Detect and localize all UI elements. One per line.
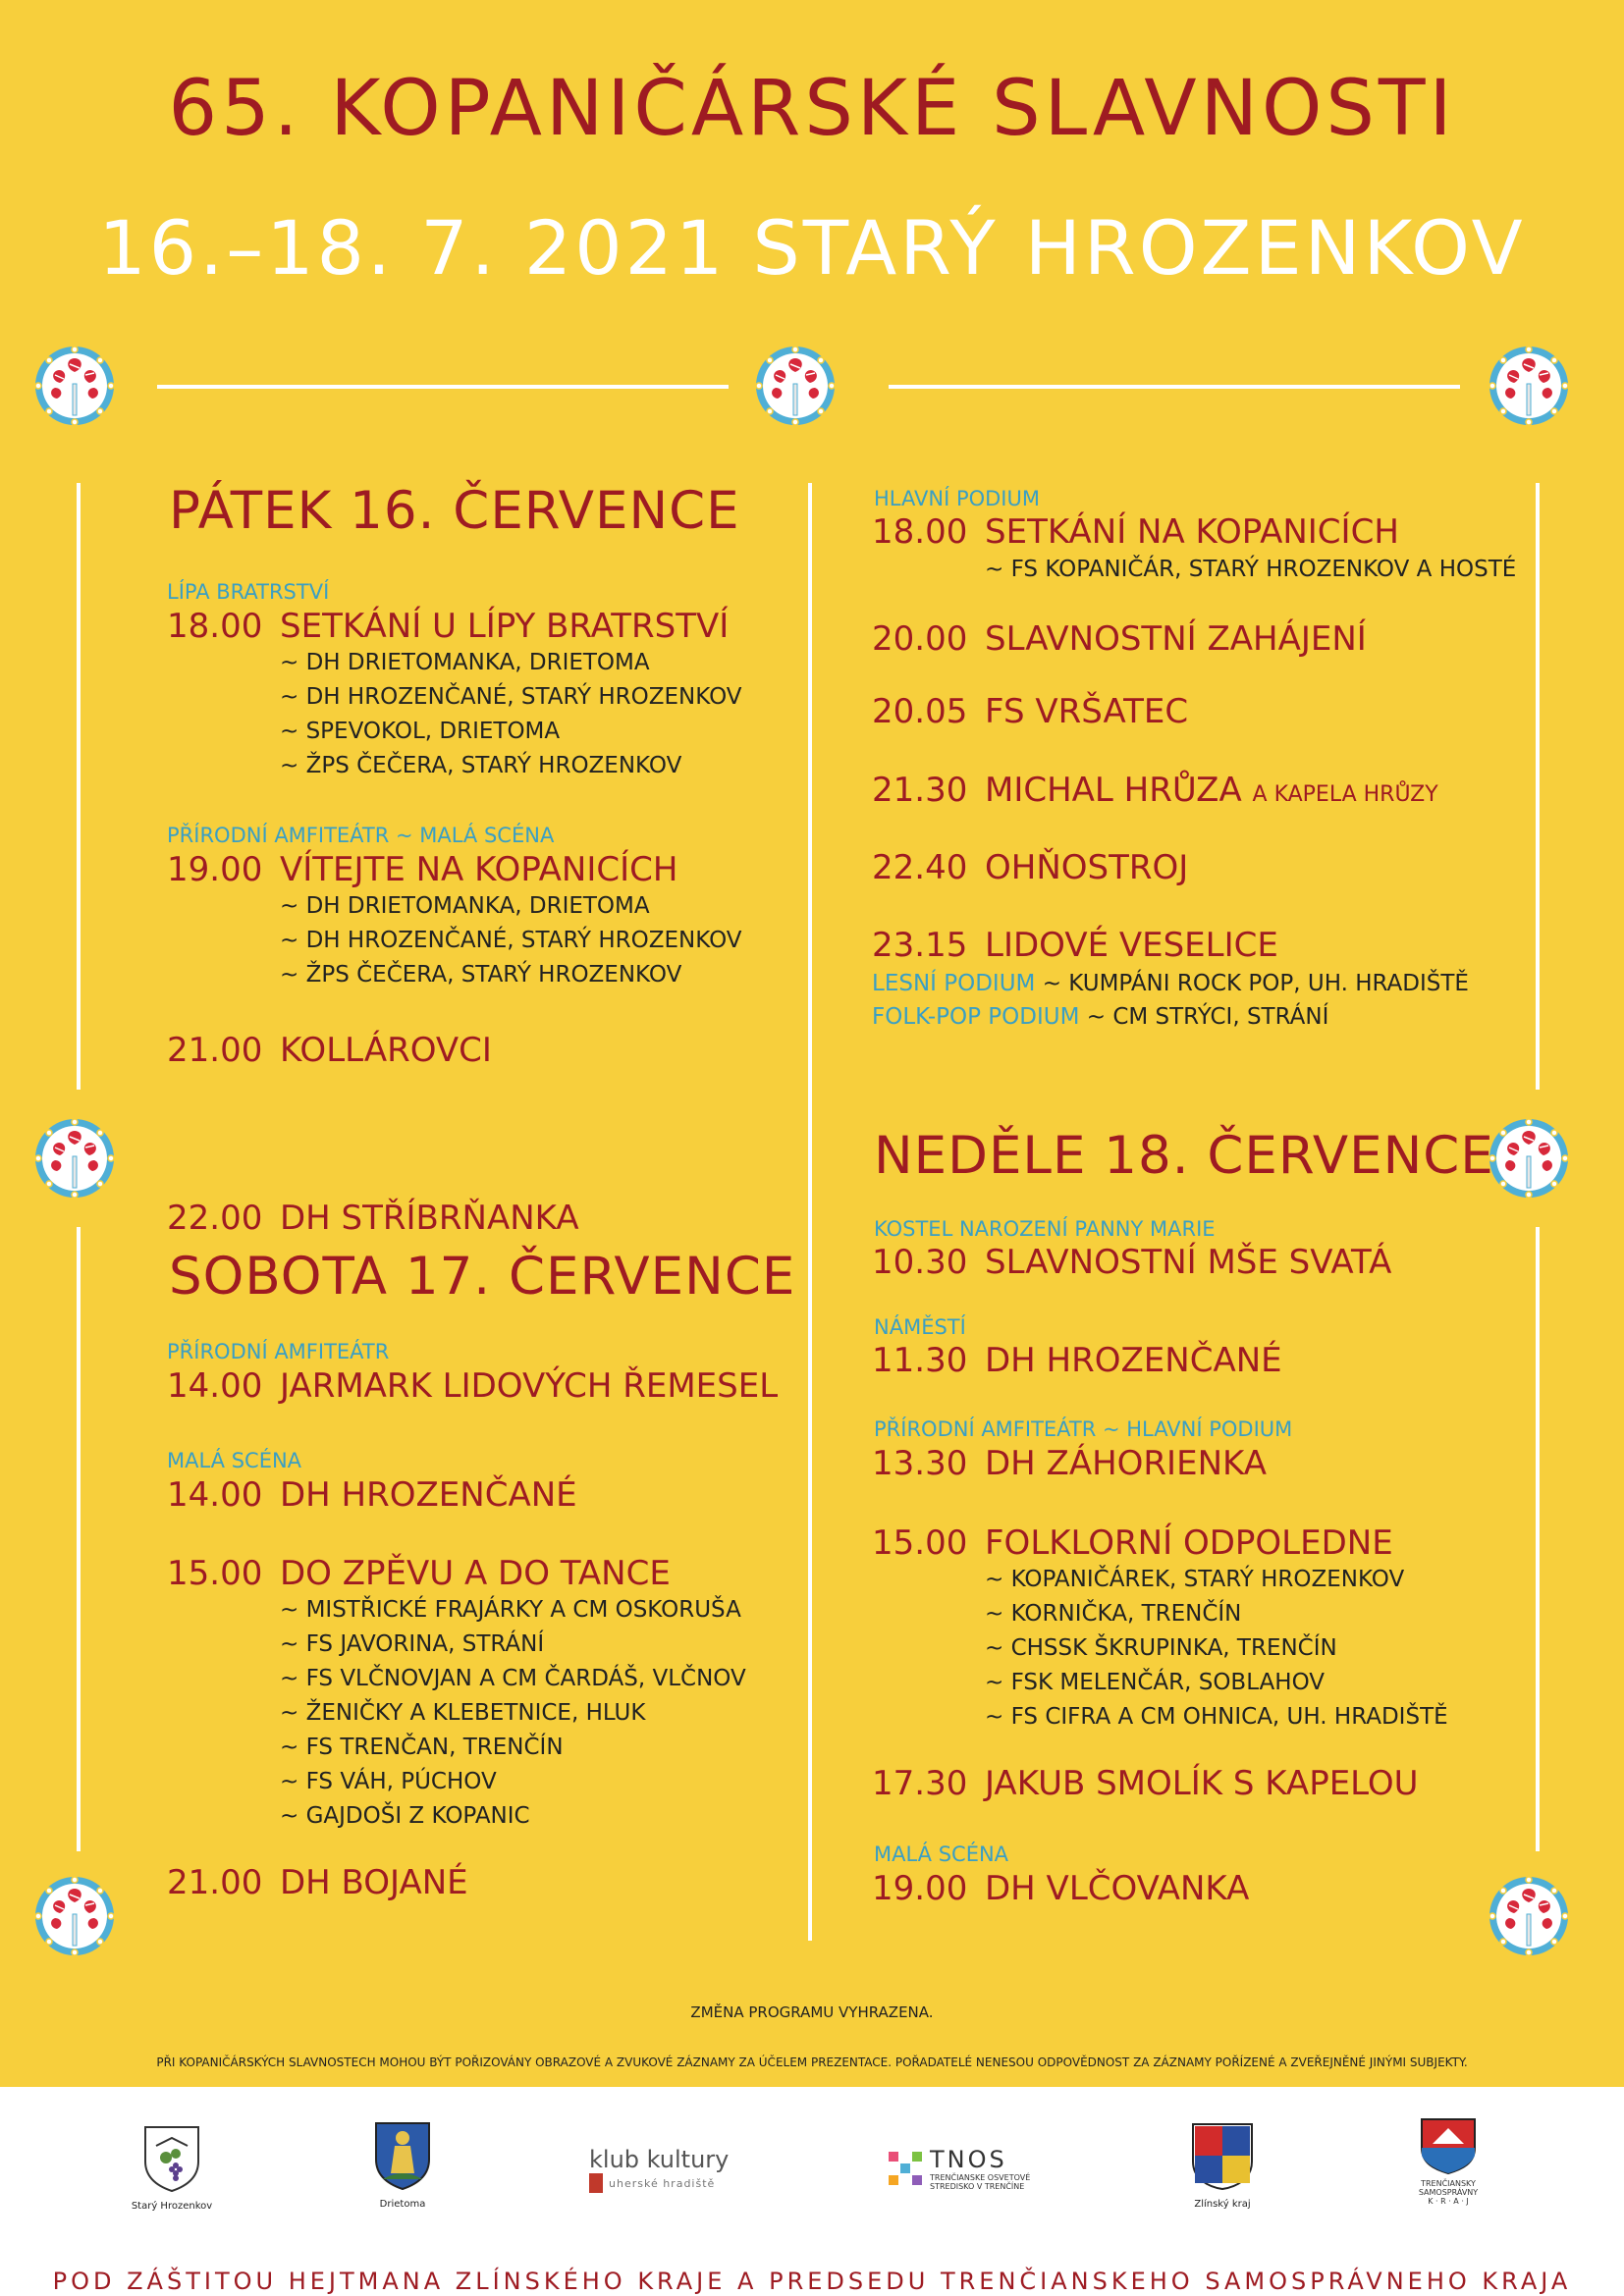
logo-drietoma: Drietoma — [363, 2120, 442, 2210]
program-item: 21.00 KOLLÁROVCI — [167, 1031, 492, 1070]
tnos-mark-icon — [889, 2152, 922, 2185]
venue-label: PŘÍRODNÍ AMFITEÁTR ~ HLAVNÍ PODIUM — [874, 1417, 1293, 1441]
divider-line-right — [889, 385, 1460, 389]
partners-footer — [0, 2087, 1624, 2296]
venue-label: MALÁ SCÉNA — [167, 1449, 302, 1472]
side-stage-info: LESNÍ PODIUM ~ KUMPÁNI ROCK POP, UH. HRADIŠTĚ — [872, 971, 1469, 996]
program-change-note: ZMĚNA PROGRAMU VYHRAZENA. — [690, 2003, 934, 2021]
performers-list: ~ FS KOPANIČÁR, STARÝ HROZENKOV A HOSTÉ — [985, 557, 1517, 582]
performers-list: ~ MISTŘICKÉ FRAJÁRKY A CM OSKORUŠA ~ FS JAVORINA, STRÁNÍ ~ FS VLČNOVJAN A CM ČARDÁŠ, VLČNOV ~ ŽENIČKY A KLEBETNICE, HLUK ~ FS TRENČAN, TRENČÍN ~ FS VÁH, PÚCHOV ~ GAJDOŠI Z KOPANIC — [280, 1597, 746, 1829]
program-item: 14.00 DH HROZENČANÉ — [167, 1475, 577, 1515]
logo-tnos: TNOS TRENČIANSKE OSVETOVÉ STREDISKO V TRENČÍNE — [889, 2146, 1046, 2191]
program-item: 17.30 JAKUB SMOLÍK S KAPELOU — [872, 1764, 1419, 1803]
venue-label: LÍPA BRATRSTVÍ — [167, 580, 330, 604]
logo-zlinsky-kraj: Zlínský kraj — [1173, 2122, 1272, 2210]
festival-title: 65. KOPANIČÁRSKÉ SLAVNOSTI — [168, 65, 1456, 153]
program-item: 15.00 FOLKLORNÍ ODPOLEDNE — [872, 1523, 1393, 1563]
performers-list: ~ DH DRIETOMANKA, DRIETOMA ~ DH HROZENČANÉ, STARÝ HROZENKOV ~ SPEVOKOL, DRIETOMA ~ ŽPS ČEČERA, STARÝ HROZENKOV — [280, 650, 742, 778]
venue-label: KOSTEL NAROZENÍ PANNY MARIE — [874, 1217, 1216, 1241]
performers-list: ~ DH DRIETOMANKA, DRIETOMA ~ DH HROZENČANÉ, STARÝ HROZENKOV ~ ŽPS ČEČERA, STARÝ HROZENKOV — [280, 893, 742, 988]
program-item: 20.05 FS VRŠATEC — [872, 692, 1189, 731]
program-item: 11.30 DH HROZENČANÉ — [872, 1341, 1282, 1380]
performers-list: ~ KOPANIČÁREK, STARÝ HROZENKOV ~ KORNIČKA, TRENČÍN ~ CHSSK ŠKRUPINKA, TRENČÍN ~ FSK MELENČÁR, SOBLAHOV ~ FS CIFRA A CM OHNICA, UH. HRADIŠTĚ — [985, 1567, 1448, 1730]
coat-of-arms-icon — [1191, 2122, 1254, 2191]
venue-label: PŘÍRODNÍ AMFITEÁTR ~ MALÁ SCÉNA — [167, 824, 555, 847]
frame-line-left-bottom — [77, 1227, 81, 1851]
program-item: 10.30 SLAVNOSTNÍ MŠE SVATÁ — [872, 1243, 1392, 1282]
coat-of-arms-icon — [1419, 2116, 1478, 2175]
frame-line-right-top — [1536, 483, 1540, 1090]
program-item: 20.00 SLAVNOSTNÍ ZAHÁJENÍ — [872, 619, 1367, 659]
folk-ornament-icon — [33, 1117, 116, 1200]
side-stage-info: FOLK-POP PODIUM ~ CM STRÝCI, STRÁNÍ — [872, 1004, 1329, 1030]
venue-label: PŘÍRODNÍ AMFITEÁTR — [167, 1340, 390, 1363]
folk-ornament-icon — [1488, 1875, 1570, 1957]
folk-ornament-icon — [1488, 345, 1570, 427]
folk-ornament-icon — [754, 345, 837, 427]
program-item: 18.00 SETKÁNÍ U LÍPY BRATRSTVÍ — [167, 607, 730, 646]
logo-trenciansky-kraj: TRENČIANSKY SAMOSPRÁVNY K · R · A · J — [1394, 2116, 1502, 2206]
patronage-line: POD ZÁŠTITOU HEJTMANA ZLÍNSKÉHO KRAJE A PREDSEDU TRENČIANSKEHO SAMOSPRÁVNEHO KRAJA — [52, 2268, 1572, 2295]
folk-ornament-icon — [33, 1875, 116, 1957]
program-item: 22.00 DH STŘÍBRŇANKA — [167, 1199, 579, 1238]
venue-label: MALÁ SCÉNA — [874, 1842, 1009, 1866]
program-item: 21.30 MICHAL HRŮZA A KAPELA HRŮZY — [872, 771, 1438, 810]
folk-ornament-icon — [33, 345, 116, 427]
program-item: 18.00 SETKÁNÍ NA KOPANICÍCH — [872, 512, 1399, 552]
frame-line-center — [808, 483, 812, 1941]
divider-line-left — [157, 385, 729, 389]
venue-label: HLAVNÍ PODIUM — [874, 487, 1040, 510]
festival-dates-place: 16.–18. 7. 2021 STARÝ HROZENKOV — [98, 204, 1526, 292]
brand-mark-icon — [589, 2173, 603, 2193]
day-heading-sunday: NEDĚLE 18. ČERVENCE — [874, 1126, 1494, 1186]
logo-klub-kultury: klub kultury uherské hradiště — [589, 2146, 766, 2193]
program-item: 19.00 VÍTEJTE NA KOPANICÍCH — [167, 850, 678, 889]
logo-stary-hrozenkov: Starý Hrozenkov — [128, 2124, 216, 2212]
program-item: 13.30 DH ZÁHORIENKA — [872, 1444, 1267, 1483]
venue-label: NÁMĚSTÍ — [874, 1315, 966, 1339]
program-item: 23.15 LIDOVÉ VESELICE — [872, 926, 1278, 965]
program-item: 15.00 DO ZPĚVU A DO TANCE — [167, 1554, 671, 1593]
frame-line-right-bottom — [1536, 1227, 1540, 1851]
day-heading-saturday: SOBOTA 17. ČERVENCE — [169, 1247, 796, 1307]
program-item: 21.00 DH BOJANÉ — [167, 1863, 468, 1902]
recording-disclaimer: PŘI KOPANIČÁRSKÝCH SLAVNOSTECH MOHOU BÝT POŘIZOVÁNY OBRAZOVÉ A ZVUKOVÉ ZÁZNAMY ZA ÚČELEM PREZENTACE. POŘADATELÉ NENESOU ODPOVĚDNOST ZA ZÁZNAMY POŘÍZENÉ A ZVEŘEJNĚNÉ JINÝMI SUBJEKTY. — [156, 2056, 1468, 2069]
frame-line-left-top — [77, 483, 81, 1090]
program-item: 19.00 DH VLČOVANKA — [872, 1869, 1250, 1908]
coat-of-arms-icon — [373, 2120, 432, 2191]
program-item: 14.00 JARMARK LIDOVÝCH ŘEMESEL — [167, 1366, 779, 1406]
day-heading-friday: PÁTEK 16. ČERVENCE — [169, 481, 740, 541]
program-item: 22.40 OHŇOSTROJ — [872, 848, 1189, 887]
folk-ornament-icon — [1488, 1117, 1570, 1200]
coat-of-arms-icon — [142, 2124, 201, 2193]
